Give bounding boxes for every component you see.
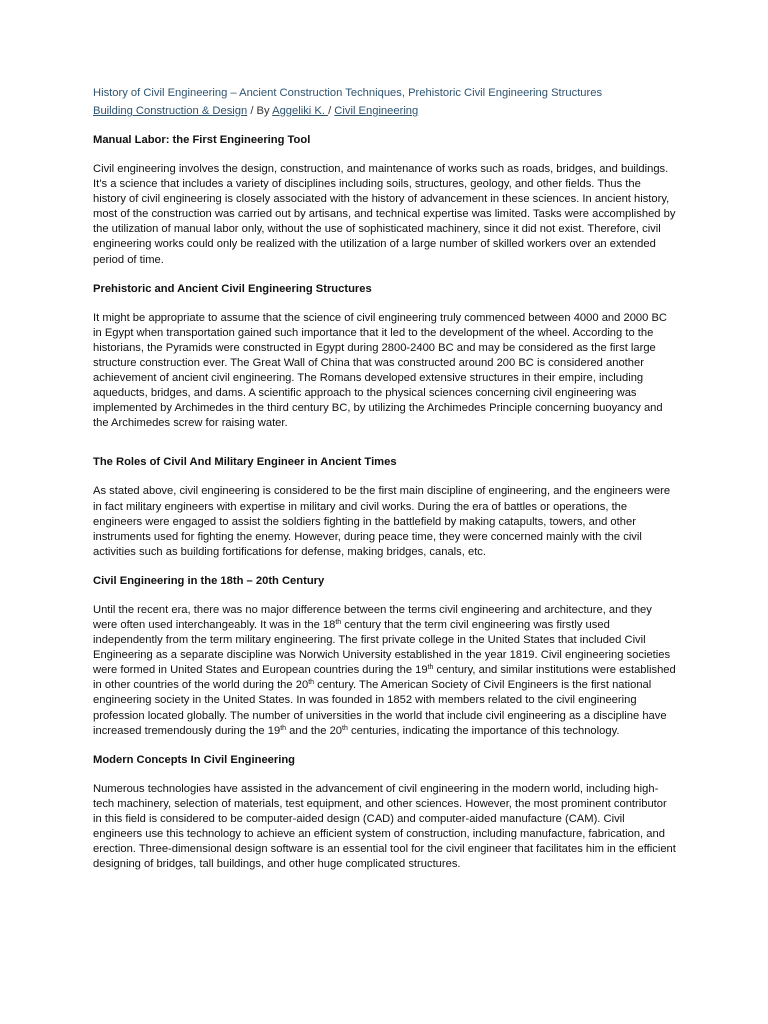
ordinal-suffix: th <box>308 679 315 687</box>
body-text-part: Until the recent era, there was no major difference between the terms civil engineering and architecture, and they were often used interchangeably. It was in the 18 <box>93 603 652 631</box>
section-heading-prehistoric: Prehistoric and Ancient Civil Engineering Structures <box>93 282 372 295</box>
section-body-manual-labor: Civil engineering involves the design, construction, and maintenance of works such as roads, bridges, and buildings. It’s a science that includes a variety of disciplines including soils, structures, geology, and other fields. Thus the history of civil engineering is closely associated with the history of advancement in these sciences. In ancient history, most of the construction was carried out by artisans, and technical expertise was limited. Tasks were accomplished by the utilization of manual labor only, without the use of sophisticated machinery, since it did not exist. Therefore, civil engineering works could only be realized with the utilization of a large number of skilled workers over an extended period of time. <box>93 163 676 266</box>
body-text-part: century that the term civil engineering was firstly used independently from the term military engineering. The first private college in the United States that included Civil Engineering as a separate discipline was Norwich University established in the year 1819. Civil engineering societies were formed in United States and European countries during the 19 <box>93 618 671 677</box>
meta-separator-by: / By <box>247 105 273 117</box>
tag-link[interactable]: Civil Engineering <box>334 105 419 117</box>
author-link[interactable]: Aggeliki K. <box>272 105 329 117</box>
ordinal-suffix: th <box>335 618 342 626</box>
body-text-part: centuries, indicating the importance of this technology. <box>347 724 620 737</box>
section-heading-18th-20th: Civil Engineering in the 18th – 20th Century <box>93 574 325 587</box>
ordinal-suffix: th <box>342 724 348 732</box>
article-meta <box>93 104 676 119</box>
body-text-part: century, and similar institutions were established in other countries of the world during the 20 <box>93 664 676 692</box>
article-title: History of Civil Engineering – Ancient Construction Techniques, Prehistoric Civil Engineering Structures <box>93 87 603 99</box>
meta-separator: / <box>328 105 335 117</box>
body-text-part: and the 20 <box>286 724 343 737</box>
ordinal-suffix: th <box>427 664 434 672</box>
category-link[interactable]: Building Construction & Design <box>93 105 248 117</box>
section-body-military: As stated above, civil engineering is considered to be the first main discipline of engineering, and the engineers were in fact military engineers with expertise in military and civil works. During the era of battles or operations, the engineers were engaged to assist the soldiers fighting in the battlefield by making catapults, towers, and other instruments used for fighting the enemy. However, during peace time, they were concerned mainly with the civil activities such as building fortifications for defense, making bridges, canals, etc. <box>93 485 671 558</box>
section-heading-manual-labor: Manual Labor: the First Engineering Tool <box>93 134 311 146</box>
section-body-modern: Numerous technologies have assisted in the advancement of civil engineering in the modern world, including high-tech machinery, selection of materials, test equipment, and other sciences. However, the most prominent contributor in this field is considered to be computer-aided design (CAD) and computer-aided manufacture (CAM). Civil engineers use this technology to achieve an efficient system of construction, including manufacture, fabrication, and erection. Three-dimensional design software is an essential tool for the civil engineer that facilitates him in the efficient designing of bridges, tall buildings, and other huge complicated structures. <box>93 782 676 871</box>
section-body-prehistoric: It might be appropriate to assume that the science of civil engineering truly commenced between 4000 and 2000 BC in Egypt when transportation gained such importance that it led to the development of the wheel. According to the historians, the Pyramids were constructed in Egypt during 2800-2400 BC and may be considered as the first large structure construction ever. The Great Wall of China that was constructed around 200 BC is considered another achievement of ancient civil engineering. The Romans developed extensive structures in their empire, including aqueducts, bridges, and dams. A scientific approach to the physical sciences concerning civil engineering was implemented by Archimedes in the third century BC, by utilizing the Archimedes Principle concerning buoyancy and the Archimedes screw for raising water. <box>93 311 668 430</box>
section-body-18th-20th <box>93 603 676 739</box>
section-heading-modern: Modern Concepts In Civil Engineering <box>93 753 296 766</box>
body-text-part: century. The American Society of Civil Engineers is the first national engineering society in the United States. In was founded in 1852 with members related to the civil engineering profession located globally. The number of universities in the world that include civil engineering as a discipline have increased tremendously during the 19 <box>93 679 667 737</box>
section-heading-military: The Roles of Civil And Military Engineer in Ancient Times <box>93 456 397 469</box>
ordinal-suffix: th <box>280 724 287 732</box>
